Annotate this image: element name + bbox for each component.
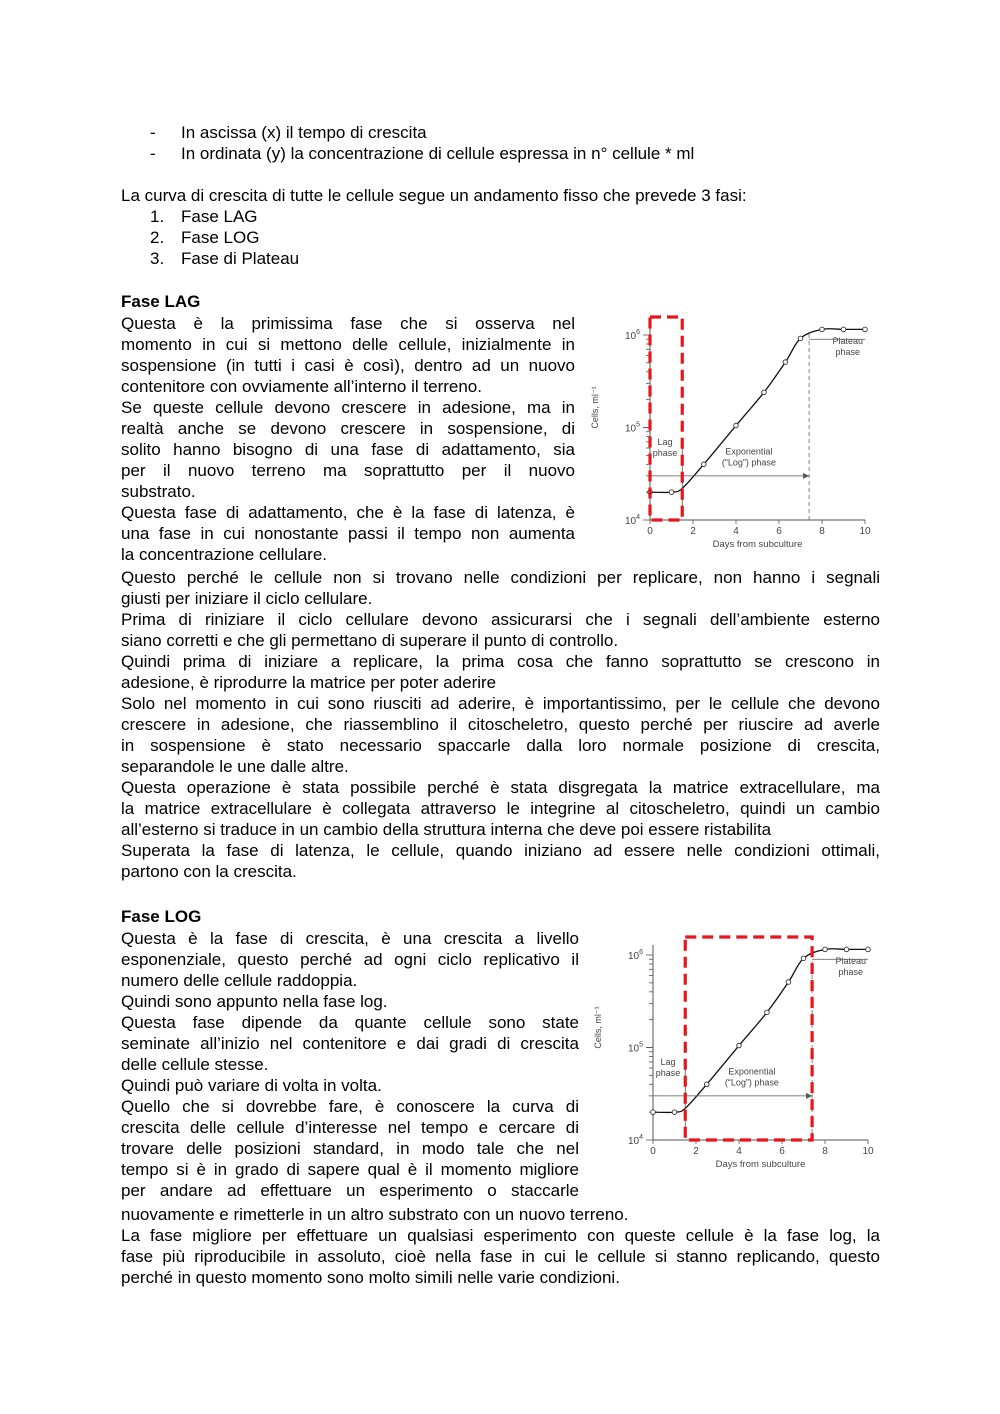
y-tick-label [625,329,640,342]
y-tick-base: 10 [627,951,640,962]
x-tick-label: 0 [647,526,653,537]
text-line: partono con la crescita. [121,862,297,881]
data-point [783,360,788,365]
text-line: Questo perché le cellule non si trovano nelle condizioni per replicare, non hanno i segnali [121,568,880,587]
text-line: separandole le une dalle altre. [121,757,349,776]
text-line: Se queste cellule devono crescere in adesione, ma in [121,398,575,417]
text-line: la concentrazione cellulare. [121,545,328,564]
section-heading-lag: Fase LAG [121,292,201,311]
text-line: siano corretti e che gli permettano di superare il punto di controllo. [121,631,619,650]
data-point [820,327,825,332]
log-phase-highlight [685,937,812,1140]
list-item: In ascissa (x) il tempo di crescita [181,123,427,142]
text-line: Questa fase dipende da quante cellule sono state [121,1013,579,1032]
text-line: crescita delle cellule d’interesse nel tempo e cercare di [121,1118,579,1137]
text-line: per il nuovo terreno ma soprattutto per il nuovo [121,461,575,480]
data-point [672,1110,677,1115]
plateau-phase-label: phase [835,346,861,357]
text-line: Quello che si dovrebbe fare, è conoscere la curva di [121,1097,579,1116]
list-item: Fase LAG [181,207,258,226]
lag-phase-label: phase [652,447,678,458]
data-point [701,462,706,467]
arrow-head [806,1093,812,1099]
list-marker: 2. [150,228,165,247]
data-point [866,947,871,952]
text-line: Superata la fase di latenza, le cellule, quando iniziano ad essere nelle condizioni ottimali, [121,841,880,860]
text-line: Quindi sono appunto nella fase log. [121,992,388,1011]
data-point [786,980,791,985]
lag-phase-label: phase [655,1067,681,1078]
text-line: fase più riproducibile in assoluto, cioè nella fase in cui le cellule si stanno replicando, questo [121,1247,880,1266]
y-tick-label [625,514,640,527]
exponential-phase-label: (“Log”) phase [721,457,776,468]
exponential-phase-label: Exponential [728,1066,776,1077]
text-line: Quindi prima di iniziare a replicare, la prima cosa che fanno soprattutto se crescono in [121,652,880,671]
list-marker: - [150,123,156,142]
y-tick-exponent: 4 [636,514,640,521]
text-line: una fase in cui nonostante passi il tempo non aumenta [121,524,575,543]
y-tick-label [628,949,643,962]
list-marker: 1. [150,207,165,226]
x-tick-label: 4 [736,1146,742,1157]
text-line: all’esterno si traduce in un cambio della struttura interna che deve poi essere ristabilita [121,820,772,839]
text-line: seminate all’inizio nel contenitore e dai gradi di crescita [121,1034,579,1053]
list-marker: - [150,144,156,163]
data-point [734,423,739,428]
y-tick-label [628,1134,643,1147]
x-tick-label: 8 [822,1146,828,1157]
text-line: momento in cui si mettono delle cellule, inizialmente in [121,335,575,354]
data-point [704,1082,709,1087]
text-line: La fase migliore per effettuare un qualsiasi esperimento con queste cellule è la fase log, la [121,1226,880,1245]
y-tick-base: 10 [627,1043,640,1055]
text-line: perché in questo momento sono molto simili nelle varie condizioni. [121,1268,620,1287]
list-item: Fase LOG [181,228,260,247]
x-axis-label: Days from subculture [712,539,803,550]
text-line: Questa è la fase di crescita, è una crescita a livello [121,929,579,948]
list-item: In ordinata (y) la concentrazione di cellule espressa in n° cellule * ml [181,144,695,163]
y-tick-base: 10 [624,423,637,435]
data-point [762,390,767,395]
text-line: tempo si è in grado di sapere qual è il momento migliore [121,1160,579,1179]
growth-curve-chart-lag [585,305,885,555]
data-point [669,490,674,495]
y-axis-label: Cells, ml⁻¹ [590,386,600,429]
growth-curve-chart-log [588,925,888,1175]
plateau-phase-label: Plateau [835,955,867,966]
x-tick-label: 8 [819,526,825,537]
text-line: Questa operazione è stata possibile perché è stata disgregata la matrice extracellulare, ma [121,778,880,797]
section-heading-log: Fase LOG [121,907,202,926]
curve-sentence: La curva di crescita di tutte le cellule segue un andamento fisso che prevede 3 fasi: [121,186,747,205]
y-tick-base: 10 [624,331,637,342]
data-point [737,1043,742,1048]
x-tick-label: 10 [862,1146,874,1157]
y-tick-exponent: 6 [639,949,643,956]
y-tick-exponent: 5 [639,1041,643,1049]
y-tick-base: 10 [627,1136,640,1147]
data-point [841,327,846,332]
x-tick-label: 10 [859,526,871,537]
text-line: esponenziale, questo perché ad ogni ciclo replicativo il [121,950,579,969]
text-line: sospensione (in tutti i casi è così), dentro ad un nuovo [121,356,575,375]
x-tick-label: 6 [779,1146,785,1157]
exponential-phase-label: (“Log”) phase [724,1077,779,1088]
y-tick-exponent: 6 [636,329,640,336]
y-tick-base: 10 [624,516,637,527]
y-tick-exponent: 5 [636,421,640,429]
lag-phase-label: Lag [657,436,673,447]
y-tick-label [628,1042,643,1055]
text-line: adesione, è riprodurre la matrice per poter aderire [121,673,497,692]
x-tick-label: 6 [776,526,782,537]
plateau-phase-label: phase [838,966,864,977]
text-line: substrato. [121,482,196,501]
text-line: nuovamente e rimetterle in un altro substrato con un nuovo terreno. [121,1205,629,1224]
text-line: Questa fase di adattamento, che è la fase di latenza, è [121,503,575,522]
data-point [823,947,828,952]
list-item: Fase di Plateau [181,249,300,268]
x-axis-label: Days from subculture [715,1159,806,1170]
data-point [844,947,849,952]
text-line: la matrice extracellulare è collegata attraverso le integrine al citoscheletro, quindi un cambio [121,799,880,818]
text-line: Prima di riniziare il ciclo cellulare devono assicurarsi che i segnali dell’ambiente esterno [121,610,880,629]
text-line: crescere in adesione, che riassemblino il citoscheletro, questo perché per riuscire ad averle [121,715,880,734]
plateau-phase-label: Plateau [832,335,864,346]
x-tick-label: 2 [690,526,696,537]
text-line: contenitore con ovviamente all’interno il terreno. [121,377,482,396]
text-line: numero delle cellule raddoppia. [121,971,358,990]
text-line: realtà anche se devono crescere in sospensione, di [121,419,575,438]
y-axis-label: Cells, ml⁻¹ [593,1006,603,1049]
y-tick-label [625,422,640,435]
data-point [798,336,803,341]
data-point [801,956,806,961]
text-line: in sospensione è stato necessario spaccarle dalla loro normale posizione di crescita, [121,736,880,755]
lag-phase-label: Lag [660,1056,676,1067]
text-line: giusti per iniziare il ciclo cellulare. [121,589,373,608]
lag-phase-highlight [650,317,682,520]
y-tick-exponent: 4 [639,1134,643,1141]
data-point [651,1110,656,1115]
text-line: Solo nel momento in cui sono riusciti ad aderire, è importantissimo, per le cellule che devono [121,694,880,713]
text-line: solito hanno bisogno di una fase di adattamento, sia [121,440,575,459]
text-line: delle cellule stesse. [121,1055,269,1074]
text-line: Quindi può variare di volta in volta. [121,1076,382,1095]
text-line: trovare delle posizioni standard, in modo tale che nel [121,1139,579,1158]
data-point [863,327,868,332]
x-tick-label: 2 [693,1146,699,1157]
exponential-phase-label: Exponential [725,446,773,457]
x-tick-label: 0 [650,1146,656,1157]
x-tick-label: 4 [733,526,739,537]
arrow-head [803,473,809,479]
list-marker: 3. [150,249,165,268]
text-line: per andare ad effettuare un esperimento o staccarle [121,1181,579,1200]
data-point [765,1010,770,1015]
text-line: Questa è la primissima fase che si osserva nel [121,314,575,333]
